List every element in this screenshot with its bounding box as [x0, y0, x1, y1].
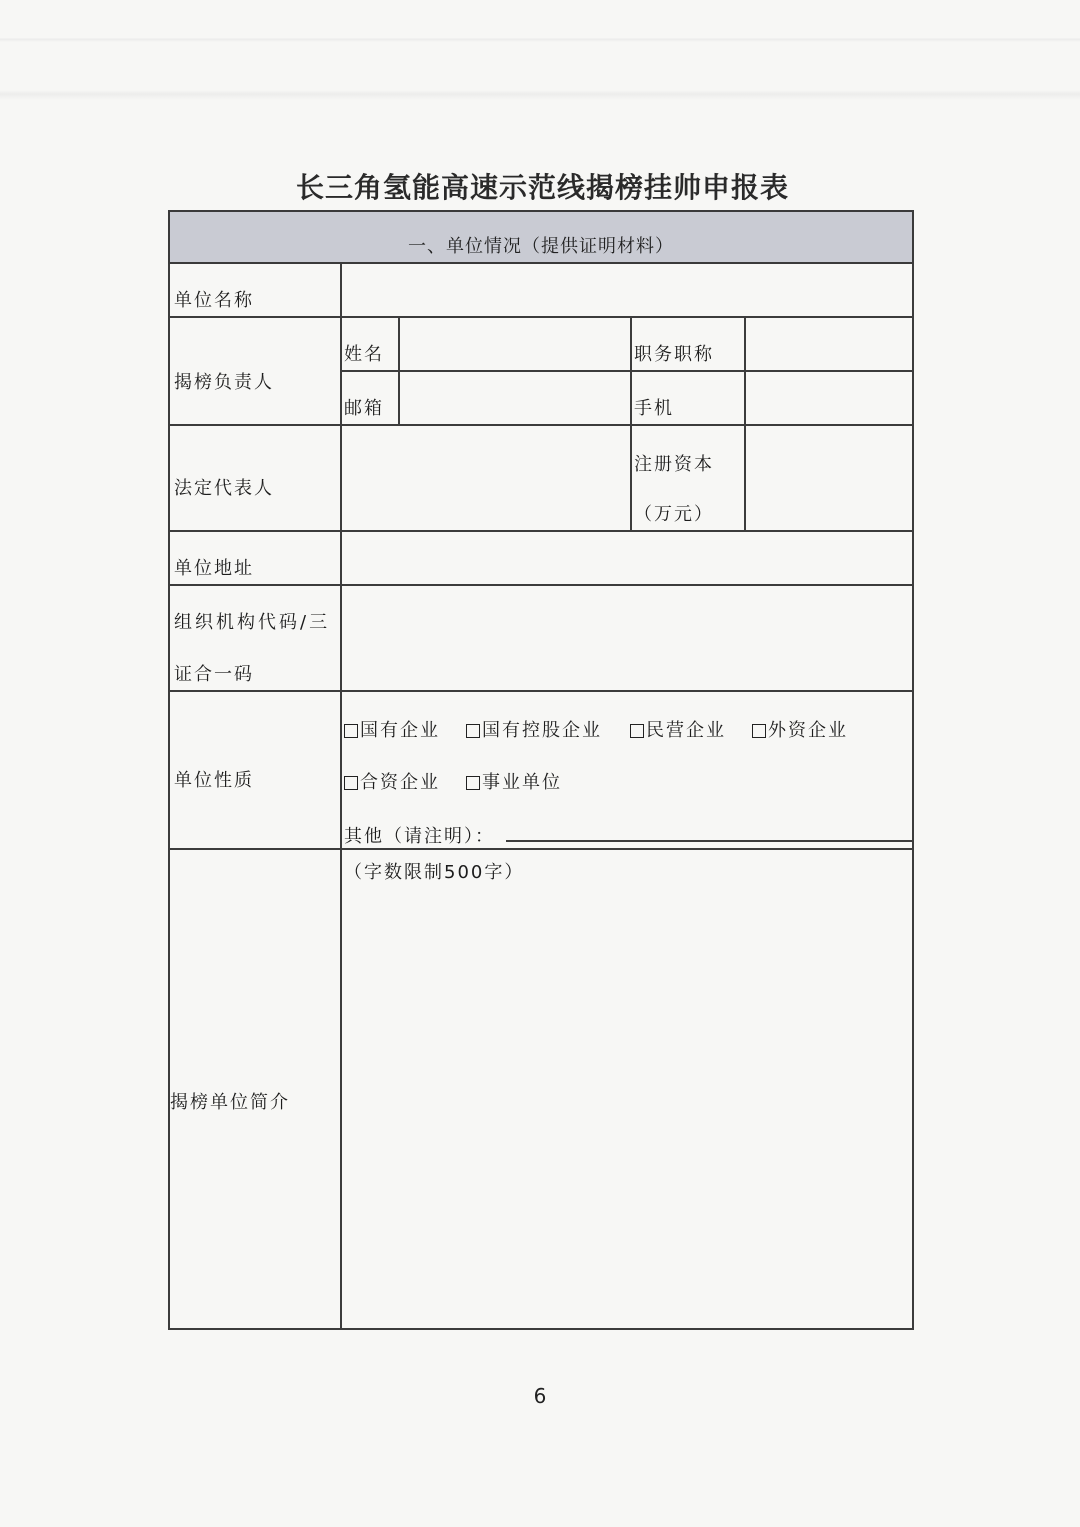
cell-divider — [630, 316, 632, 424]
row-divider — [168, 424, 914, 426]
label-unit-nature: 单位性质 — [174, 770, 254, 791]
label-org-code: 组织机构代码/三 — [174, 612, 331, 633]
row-divider — [168, 316, 914, 318]
label-legal-rep: 法定代表人 — [174, 478, 274, 499]
row-divider — [168, 848, 914, 850]
option-joint-venture[interactable]: 合资企业 — [344, 768, 440, 794]
option-public-institution[interactable]: 事业单位 — [466, 768, 562, 794]
page-title: 长三角氢能高速示范线揭榜挂帅申报表 — [295, 171, 789, 204]
cell-divider — [398, 316, 400, 424]
label-position-title: 职务职称 — [634, 344, 714, 365]
word-limit-note: （字数限制500字） — [344, 862, 525, 883]
checkbox-icon[interactable] — [344, 724, 358, 738]
label-org-code-cont: 证合一码 — [174, 664, 254, 685]
label-mobile: 手机 — [634, 398, 674, 419]
option-state-owned[interactable]: 国有企业 — [344, 716, 440, 742]
checkbox-icon[interactable] — [466, 724, 480, 738]
label-unit-name: 单位名称 — [174, 290, 254, 311]
label-address: 单位地址 — [174, 558, 254, 579]
section-header-label: 一、单位情况（提供证明材料） — [408, 236, 674, 257]
section-header — [168, 210, 914, 264]
scan-artifact-band — [0, 20, 1080, 170]
checkbox-icon[interactable] — [630, 724, 644, 738]
checkbox-icon[interactable] — [344, 776, 358, 790]
application-form — [168, 210, 914, 1330]
row-divider — [168, 530, 914, 532]
option-foreign[interactable]: 外资企业 — [752, 716, 848, 742]
row-divider — [168, 690, 914, 692]
cell-divider — [744, 316, 746, 424]
table-border-bottom — [168, 1328, 914, 1330]
option-state-holding[interactable]: 国有控股企业 — [466, 716, 602, 742]
row-divider — [168, 584, 914, 586]
cell-divider — [630, 424, 632, 530]
checkbox-icon[interactable] — [466, 776, 480, 790]
option-private[interactable]: 民营企业 — [630, 716, 726, 742]
page-number: 6 — [533, 1384, 547, 1408]
label-registered-capital: 注册资本 — [634, 454, 714, 475]
label-name: 姓名 — [344, 344, 384, 365]
label-email: 邮箱 — [344, 398, 384, 419]
label-intro: 揭榜单位简介 — [170, 1092, 290, 1113]
label-leader: 揭榜负责人 — [174, 372, 274, 393]
label-other: 其他（请注明）： — [344, 826, 495, 847]
other-input-underline[interactable] — [506, 840, 912, 842]
checkbox-icon[interactable] — [752, 724, 766, 738]
row-divider — [340, 370, 914, 372]
cell-divider — [744, 424, 746, 530]
label-registered-capital-unit: （万元） — [634, 504, 714, 525]
